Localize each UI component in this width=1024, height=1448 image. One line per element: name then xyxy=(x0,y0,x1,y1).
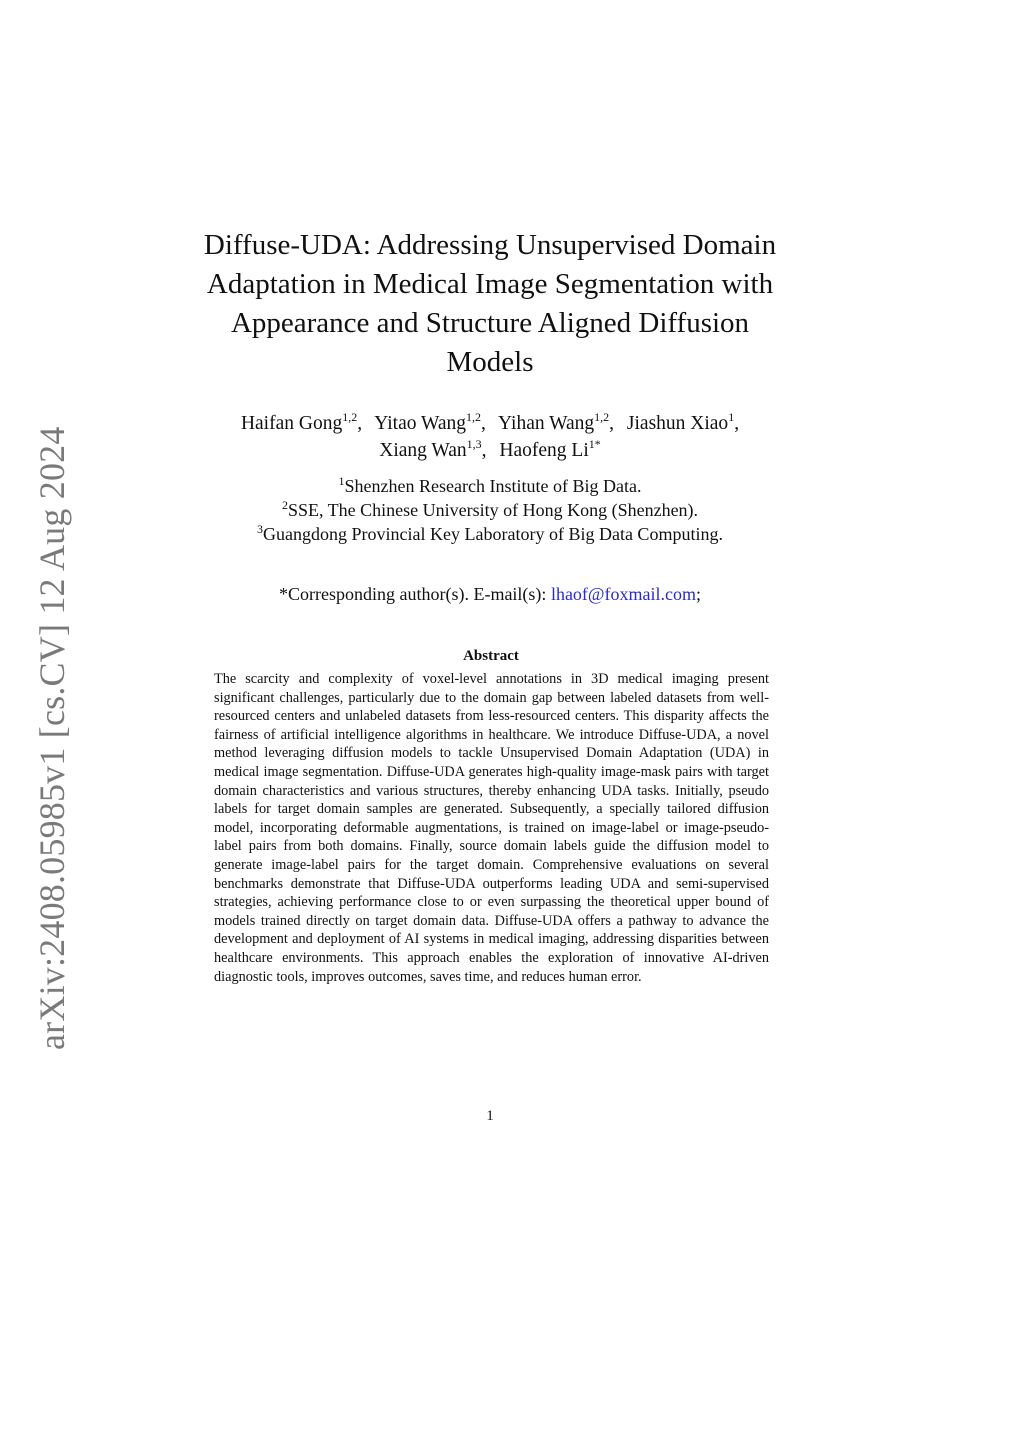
author-line xyxy=(180,410,800,437)
author-name: Haofeng Li xyxy=(499,440,589,461)
author-name: Yihan Wang xyxy=(498,413,595,434)
author-affiliation-marker: 1,2 xyxy=(466,410,482,424)
author-name: Xiang Wan xyxy=(379,440,467,461)
abstract-heading: Abstract xyxy=(463,648,519,664)
author-affiliation-marker: 1,2 xyxy=(594,410,610,424)
affiliation-text: Guangdong Provincial Key Laboratory of Big Data Computing. xyxy=(263,524,723,544)
affiliation-list xyxy=(180,474,800,546)
author xyxy=(499,437,601,461)
author-name: Jiashun Xiao xyxy=(626,413,729,434)
arxiv-identifier-stamp: arXiv:2408.05985v1 [cs.CV] 12 Aug 2024 xyxy=(32,426,72,1050)
page-number: 1 xyxy=(486,1108,494,1124)
corresponding-author-note xyxy=(180,584,800,605)
paper-title xyxy=(190,226,790,382)
author-affiliation-marker: 1,2 xyxy=(342,410,358,424)
abstract-text: The scarcity and complexity of voxel-level annotations in 3D medical imaging present significant challenges, particularly due to the domain gap between labeled datasets from well-resourced centers and unlabeled datasets from less-resourced centers. This disparity affects the fairness of artificial intelligence algorithms in healthcare. We introduce Diffuse-UDA, a novel method leveraging diffusion models to tackle Unsupervised Domain Adaptation (UDA) in medical image segmentation. Diffuse-UDA generates high-quality image-mask pairs with target domain characteristics and various structures, thereby enhancing UDA tasks. Initially, pseudo labels for target domain samples are generated. Subsequently, a specially tailored diffusion model, incorporating deformable augmentations, is trained on image-label or image-pseudo-label pairs from both domains. Finally, source domain labels guide the diffusion model to generate image-label pairs for the target domain. Comprehensive evaluations on several benchmarks demonstrate that Diffuse-UDA outperforms leading UDA and semi-supervised strategies, achieving performance close to or even surpassing the theoretical upper bound of models trained directly on target domain data. Diffuse-UDA offers a pathway to advance the development and deployment of AI systems in medical imaging, addressing disparities between healthcare environments. This approach enables the exploration of innovative AI-driven diagnostic tools, improves outcomes, saves time, and reduces human error. xyxy=(214,671,769,985)
author-list xyxy=(180,410,800,464)
author: Yihan Wang$^{1,2}$, xyxy=(498,410,615,434)
affiliation xyxy=(180,474,800,498)
affiliation-marker: 3 xyxy=(257,522,264,536)
author-name: Yitao Wang xyxy=(374,413,467,434)
author: Xiang Wan$^{1,3}$, xyxy=(379,437,487,461)
affiliation-text: Shenzhen Research Institute of Big Data. xyxy=(344,476,642,496)
author: Haifan Gong$^{1,2}$, xyxy=(240,410,363,434)
author-name: Haifan Gong xyxy=(240,413,343,434)
affiliation-marker: 2 xyxy=(281,498,288,512)
affiliation xyxy=(180,498,800,522)
author: Jiashun Xiao$^1$, xyxy=(626,410,740,434)
affiliation-text: SSE, The Chinese University of Hong Kong (Shenzhen). xyxy=(287,500,699,520)
author: Yitao Wang$^{1,2}$, xyxy=(374,410,486,434)
title-line: Models xyxy=(446,346,534,378)
title-line: Diffuse-UDA: Addressing Unsupervised Domain xyxy=(203,229,777,261)
author-affiliation-marker: 1* xyxy=(588,437,601,451)
affiliation-marker: 1 xyxy=(338,474,345,488)
author-affiliation-marker: 1,3 xyxy=(466,437,482,451)
title-line: Adaptation in Medical Image Segmentation with xyxy=(206,268,774,300)
affiliation xyxy=(180,522,800,546)
author-affiliation-marker: 1 xyxy=(728,410,735,424)
author-line xyxy=(180,437,800,464)
email-link[interactable]: lhaof@foxmail.com xyxy=(550,584,696,604)
title-line: Appearance and Structure Aligned Diffusion xyxy=(230,307,750,339)
corresponding-suffix: ; xyxy=(695,584,701,604)
corresponding-prefix: *Corresponding author(s). E-mail(s): xyxy=(278,584,551,604)
